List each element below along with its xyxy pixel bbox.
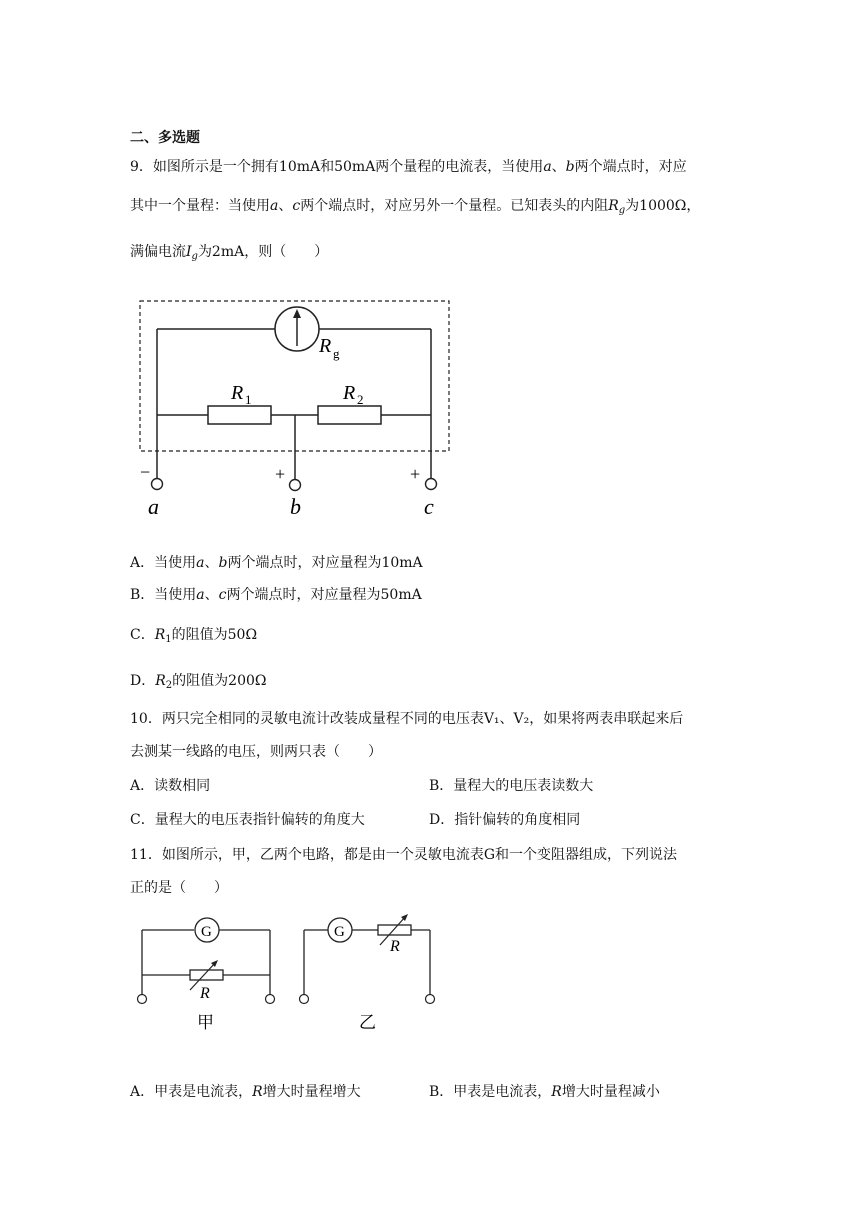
- label-Rg-sub: g: [333, 346, 340, 361]
- q9-optC-sub: 1: [165, 634, 172, 645]
- label-R1-sub: 1: [245, 392, 252, 407]
- q11-optA-tail: 增大时量程增大: [262, 1084, 361, 1100]
- label-b: b: [290, 494, 301, 519]
- q10-line2: 去测某一线路的电压，则两只表（ ）: [130, 744, 382, 760]
- q9-optB-head: B．当使用: [130, 587, 197, 603]
- label-plus-c: +: [410, 464, 421, 484]
- q11-line1: 11．如图所示，甲，乙两个电路，都是由一个灵敏电流表G和一个变阻器组成，下列说法: [130, 847, 677, 863]
- caption-jia: 甲: [197, 1013, 214, 1032]
- q9-line1-tail: 两个端点时，对应: [574, 159, 687, 175]
- q9-optB-sep: 、: [204, 587, 219, 603]
- q9-var-a: a: [543, 159, 552, 175]
- q9-optA-b: b: [218, 555, 228, 571]
- q9-optD-tail: 的阻值为200Ω: [172, 673, 267, 689]
- q11-optB-tail: 增大时量程减小: [561, 1084, 660, 1100]
- label-R2: R: [343, 382, 356, 404]
- label-c: c: [424, 494, 434, 519]
- q9-optD-sub: 2: [165, 680, 173, 691]
- q11-optB-head: B．甲表是电流表，: [429, 1084, 552, 1100]
- q9-line2-tail: 为1000Ω，: [625, 198, 701, 214]
- q11-line2: 正的是（ ）: [130, 880, 228, 896]
- rheostat-yi: [378, 925, 411, 935]
- caption-yi: 乙: [359, 1013, 376, 1032]
- q9-line2-sep: 、: [278, 198, 293, 214]
- q11-option-a: [130, 1082, 361, 1102]
- q9-optD-R: R: [155, 673, 166, 689]
- q9-option-b: [130, 585, 422, 605]
- q9-line3-head: 满偏电流: [130, 244, 186, 260]
- q9-line2-Rsub: g: [618, 205, 626, 216]
- q9-optA-a: a: [196, 555, 205, 571]
- label-Rg: R: [319, 335, 332, 357]
- q11-option-b: [429, 1082, 660, 1102]
- q9-option-d: [130, 671, 267, 696]
- q9-line3-tail: 为2mA，则（ ）: [197, 244, 329, 260]
- q10-option-b: B．量程大的电压表读数大: [429, 778, 594, 794]
- q9-line2-c: c: [292, 198, 301, 214]
- q10-option-d: D．指针偏转的角度相同: [429, 812, 581, 828]
- q9-line2-head: 其中一个量程：当使用: [130, 198, 270, 214]
- q10-option-a: A．读数相同: [130, 778, 211, 794]
- q9-optC-head: C．: [130, 627, 155, 643]
- label-R1: R: [231, 382, 244, 404]
- resistor-R2: [318, 406, 381, 424]
- label-minus: −: [140, 462, 151, 482]
- terminal-c: [426, 479, 437, 490]
- label-R-yi: R: [390, 938, 400, 955]
- q9-option-a: [130, 553, 423, 573]
- q11-circuit-yi: [300, 914, 435, 1032]
- q9-optA-head: A．当使用: [130, 555, 197, 571]
- q9-line3-Isub: g: [191, 251, 198, 262]
- resistor-R1: [208, 406, 271, 424]
- q9-optB-tail: 两个端点时，对应量程为50mA: [226, 587, 422, 603]
- terminal-b: [290, 480, 301, 491]
- q9-line2-mid: 两个端点时，对应另外一个量程。已知表头的内阻: [300, 198, 609, 214]
- q9-line2-R: R: [608, 198, 619, 214]
- q9-optB-c: c: [218, 587, 227, 603]
- label-a: a: [148, 494, 159, 519]
- q11-optB-R: R: [551, 1084, 562, 1100]
- label-plus-b: +: [275, 464, 286, 484]
- section-title: 二、多选题: [130, 130, 200, 146]
- q11-optA-head: A．甲表是电流表，: [130, 1084, 253, 1100]
- terminal-a: [152, 479, 163, 490]
- label-R2-sub: 2: [357, 392, 364, 407]
- q11-circuit-jia: [138, 918, 275, 1032]
- q9-line3-I: I: [186, 244, 192, 260]
- q10-option-c: C．量程大的电压表指针偏转的角度大: [130, 812, 365, 828]
- q9-optC-R: R: [154, 627, 166, 643]
- q9-line1-text: 9．如图所示是一个拥有10mA和50mA两个量程的电流表，当使用: [130, 159, 544, 175]
- q9-optC-tail: 的阻值为50Ω: [171, 627, 258, 643]
- label-R-jia: R: [200, 985, 210, 1002]
- label-G-jia: G: [201, 924, 212, 940]
- q9-line2-a: a: [270, 198, 279, 214]
- q9-optA-tail: 两个端点时，对应量程为10mA: [227, 555, 423, 571]
- q9-sep: 、: [551, 159, 566, 175]
- q11-optA-R: R: [252, 1084, 263, 1100]
- q9-option-c: [130, 625, 257, 650]
- q9-optA-sep: 、: [204, 555, 219, 571]
- q9-optB-a: a: [196, 587, 205, 603]
- q10-line1: 10．两只完全相同的灵敏电流计改装成量程不同的电压表V₁、V₂，如果将两表串联起来后: [130, 711, 684, 727]
- q9-optD-head: D．: [130, 673, 156, 689]
- q9-var-b: b: [565, 159, 575, 175]
- label-G-yi: G: [334, 924, 345, 940]
